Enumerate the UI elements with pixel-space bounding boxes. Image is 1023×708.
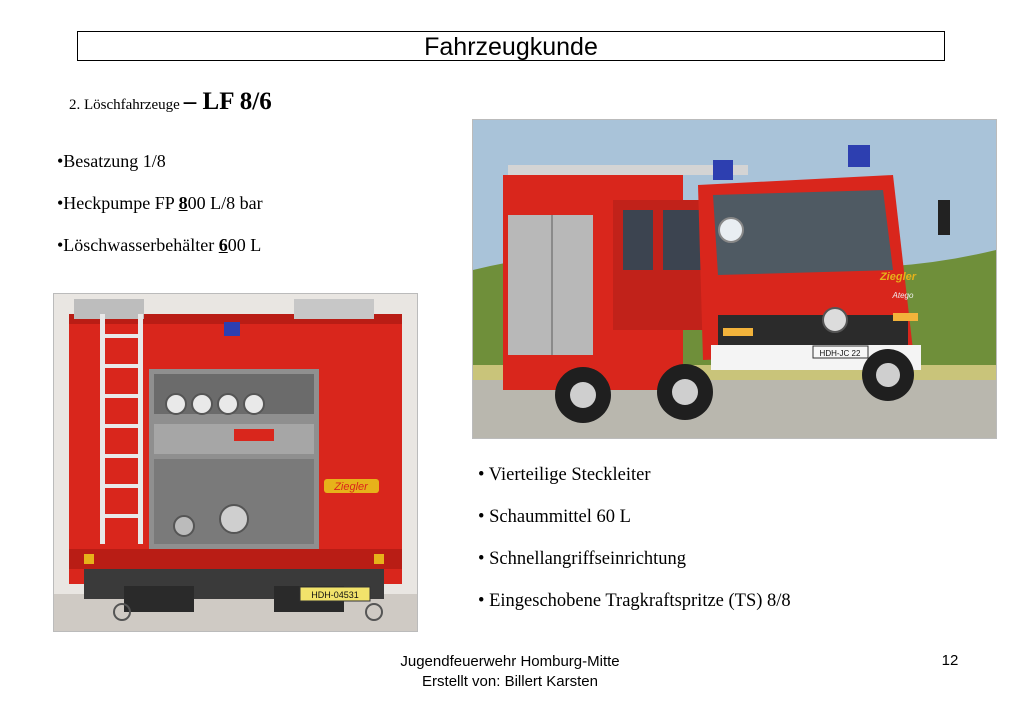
subtitle-vehicle: – LF 8/6	[183, 88, 272, 115]
list-item: • Schaummittel 60 L	[478, 507, 631, 527]
list-item-text: •Heckpumpe FP	[57, 193, 179, 213]
page-number: 12	[941, 652, 959, 669]
list-item	[57, 192, 263, 234]
brand-logo-front: Ziegler	[879, 271, 917, 283]
list-item-text: •Besatzung 1/8	[57, 151, 166, 171]
list-item-text: •Löschwasserbehälter	[57, 235, 219, 255]
list-item-emphasis: 6	[218, 235, 228, 255]
subtitle-category: 2. Löschfahrzeuge	[69, 97, 180, 113]
list-item	[57, 150, 263, 192]
list-item-text: 00 L/8 bar	[187, 193, 263, 213]
spec-list-left	[57, 150, 263, 276]
slide-subtitle	[69, 88, 272, 116]
list-item	[57, 234, 263, 276]
photo-truck-rear	[53, 293, 418, 632]
brand-logo-rear: Ziegler	[334, 481, 368, 493]
license-plate-front: HDH-JC 22	[819, 349, 861, 358]
footer-organization: Jugendfeuerwehr Homburg-Mitte	[400, 653, 620, 670]
footer	[310, 652, 710, 692]
photo-truck-front	[472, 119, 997, 439]
slide-title: Fahrzeugkunde	[77, 31, 945, 61]
list-item: • Schnellangriffseinrichtung	[478, 549, 687, 569]
footer-author: Erstellt von: Billert Karsten	[422, 673, 598, 690]
list-item-emphasis: 8	[178, 193, 188, 213]
equipment-list-right	[478, 464, 791, 632]
list-item: • Vierteilige Steckleiter	[478, 465, 651, 485]
model-badge: Atego	[892, 291, 914, 300]
list-item: • Eingeschobene Tragkraftspritze (TS) 8/8	[478, 591, 791, 611]
license-plate-rear: HDH-04531	[311, 590, 359, 600]
list-item-text: 00 L	[227, 235, 262, 255]
